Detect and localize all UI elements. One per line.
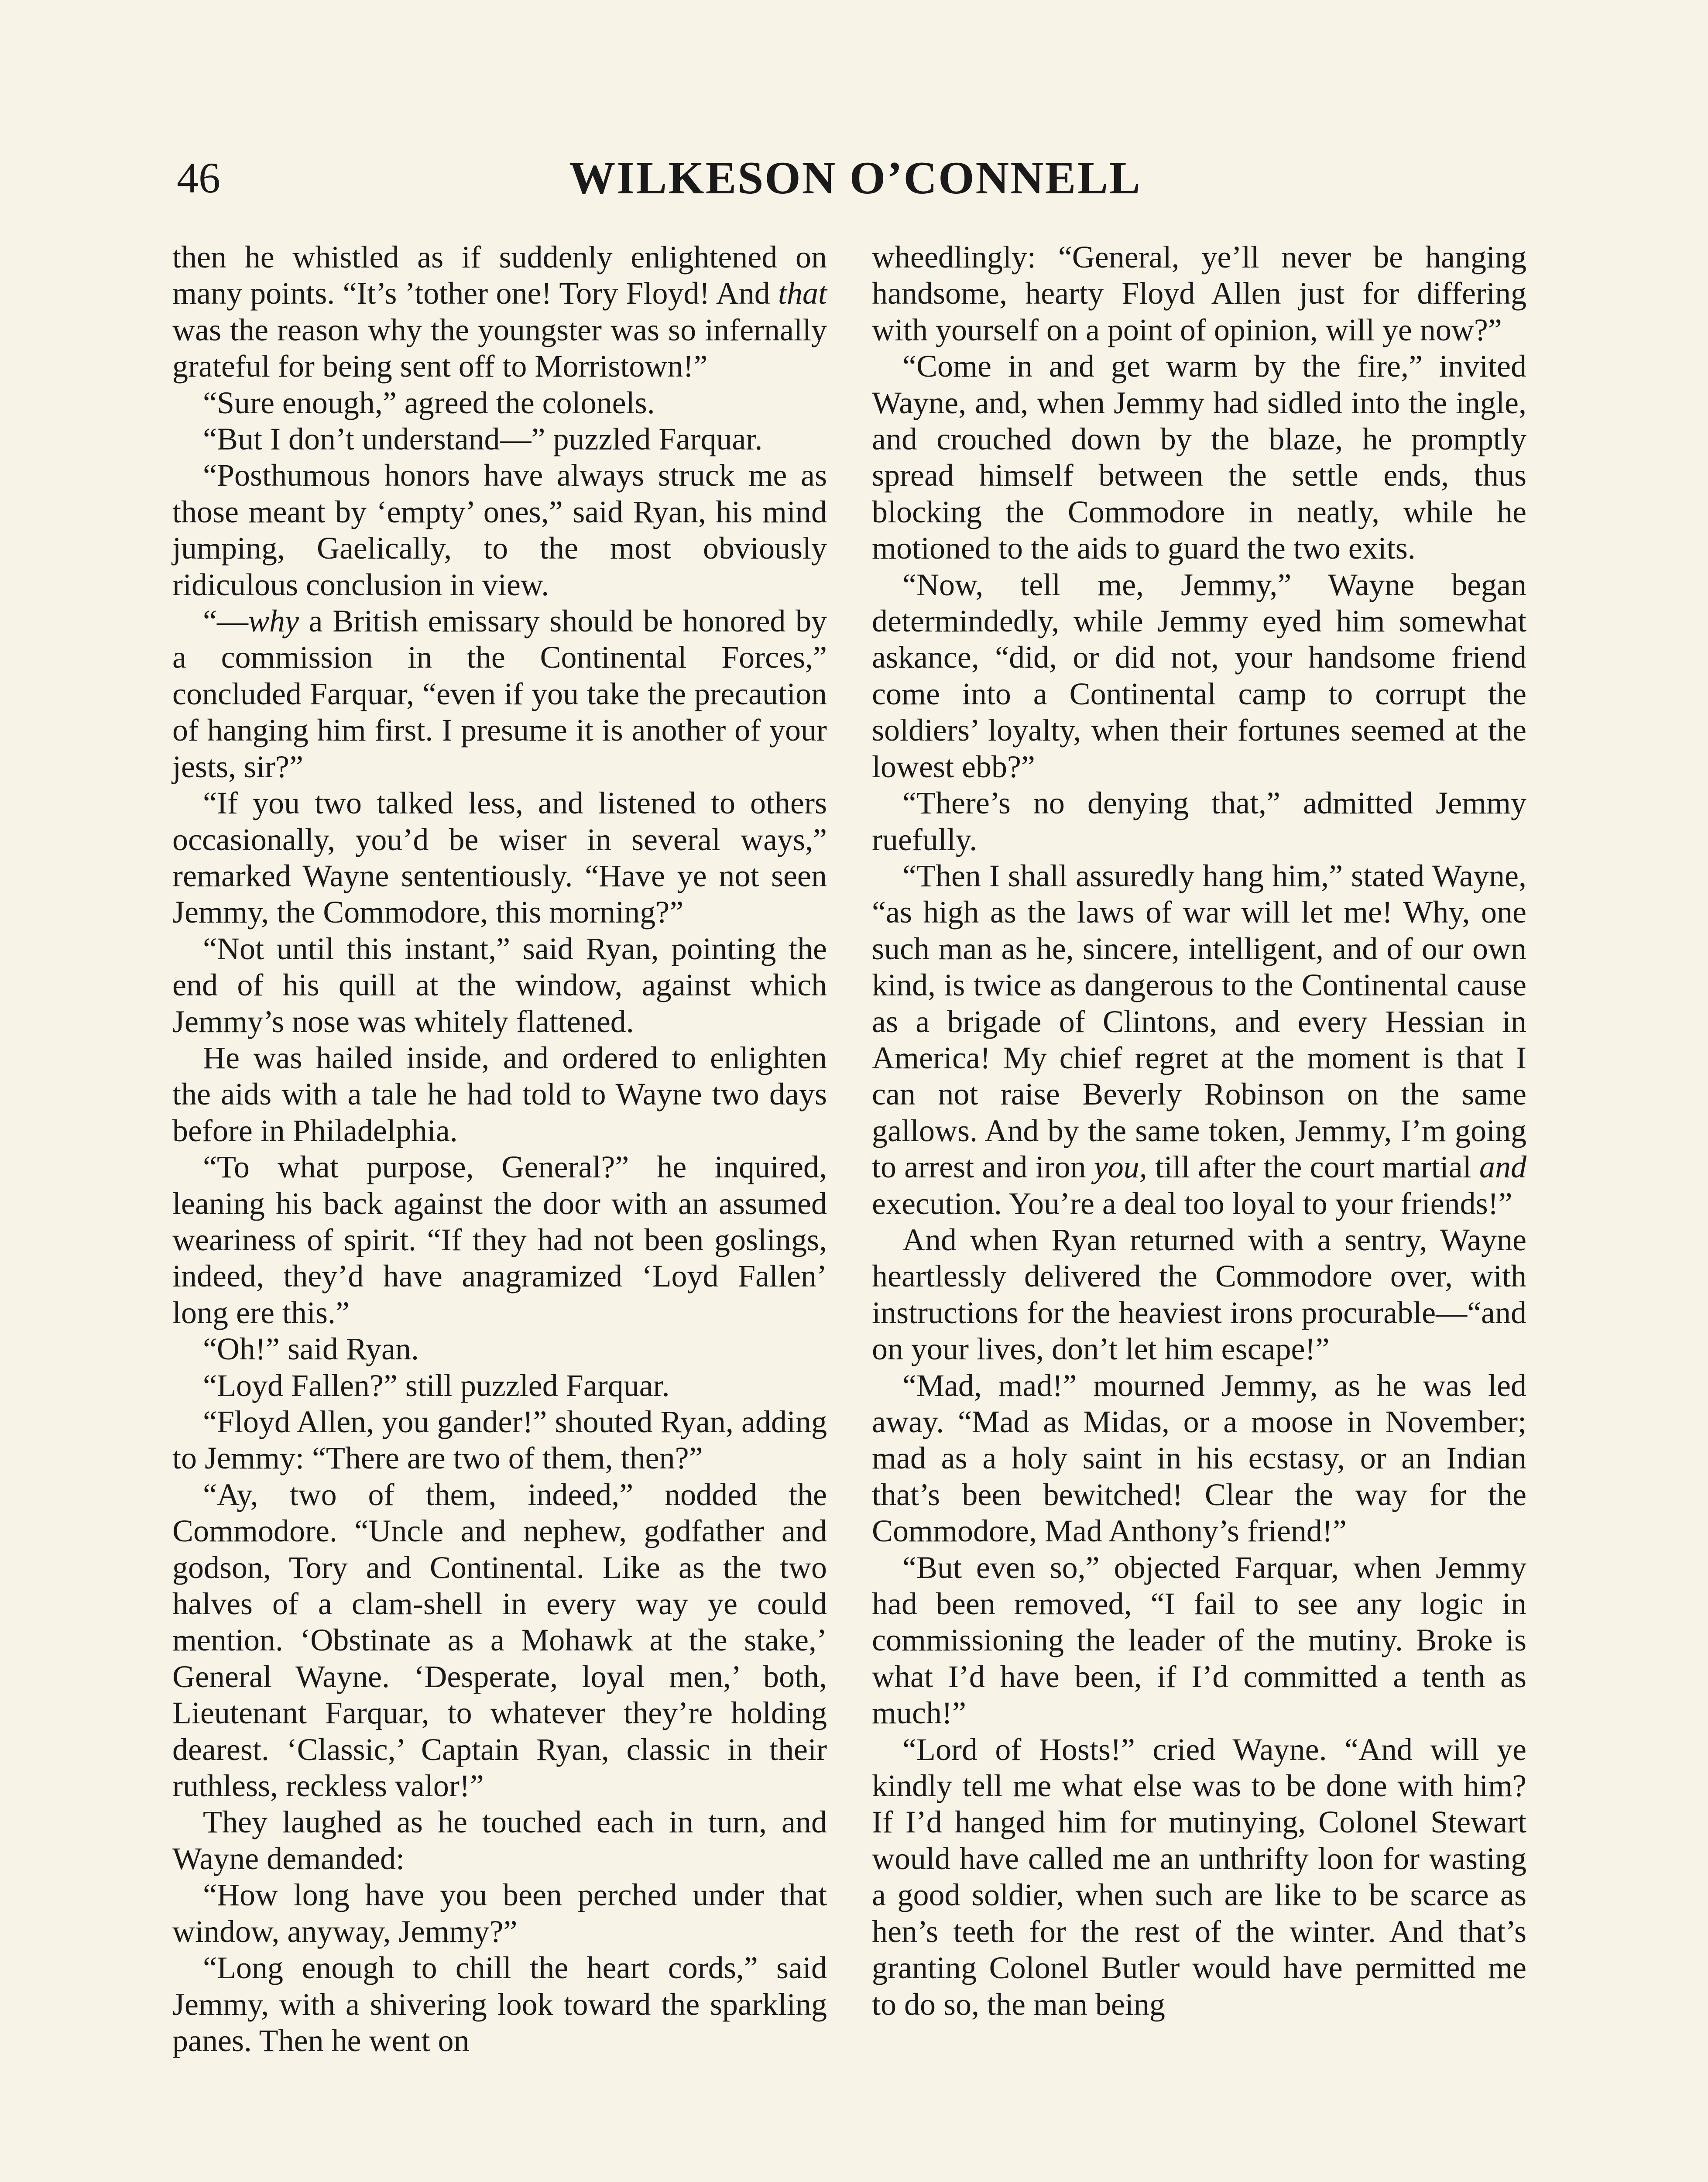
paragraph — [172, 421, 827, 457]
paragraph-text: “Floyd Allen, you gander!” shouted Ryan, adding to Jemmy: “There are two of them, then?” — [172, 1404, 827, 1476]
page-header — [177, 148, 1534, 209]
paragraph — [172, 1404, 827, 1477]
paragraph-text: wheedlingly: “General, ye’ll never be hanging handsome, hearty Floyd Allen just for differing with yourself on a point of opinion, will ye now?” — [872, 240, 1526, 347]
emphasis-text: you, — [1094, 1149, 1147, 1185]
paragraph-text: “Posthumous honors have always struck me as those meant by ‘empty’ ones,” said Ryan, his mind jumping, Gaelically, to the most obviously ridiculous conclusion in view. — [172, 458, 827, 602]
paragraph-text: He was hailed inside, and ordered to enlighten the aids with a tale he had told to Wayne two days before in Philadelphia. — [172, 1040, 827, 1148]
paragraph — [872, 567, 1526, 785]
right-text-column — [872, 239, 1526, 2023]
paragraph — [172, 239, 827, 385]
paragraph-text: then he whistled as if suddenly enlightened on many points. “It’s ’tother one! Tory Floyd! And — [172, 240, 827, 311]
paragraph — [872, 348, 1526, 566]
paragraph-text: “Then I shall assuredly hang him,” stated Wayne, “as high as the laws of war will let me! Why, one such man as he, sincere, intelligent, and of our own kind, is twice as dangerous to the Continental cause as a brigade of Clintons, and every Hessian in America! My chief regret at the moment is that I can not raise Beverly Robinson on the same gallows. And by the same token, Jemmy, I’m going to arrest and iron — [872, 858, 1526, 1185]
paragraph — [172, 1040, 827, 1149]
emphasis-text: and — [1479, 1149, 1526, 1185]
paragraph-text: “There’s no denying that,” admitted Jemmy ruefully. — [872, 786, 1526, 857]
paragraph-text: till after the court martial — [1147, 1149, 1479, 1185]
paragraph — [172, 785, 827, 931]
paragraph — [172, 1368, 827, 1404]
paragraph — [872, 858, 1526, 1222]
paragraph-text: They laughed as he touched each in turn, and Wayne demanded: — [172, 1805, 827, 1876]
paragraph-text: “How long have you been perched under that window, anyway, Jemmy?” — [172, 1877, 827, 1949]
paragraph — [872, 239, 1526, 348]
paragraph — [872, 1368, 1526, 1550]
running-title: WILKESON O’CONNELL — [569, 152, 1142, 203]
paragraph — [172, 931, 827, 1040]
paragraph — [172, 457, 827, 603]
paragraph — [172, 1804, 827, 1877]
left-text-column — [172, 239, 827, 2059]
paragraph-text: “If you two talked less, and listened to others occasionally, you’d be wiser in several ways,” remarked Wayne sententiously. “Have ye not seen Jemmy, the Commodore, this morning?” — [172, 786, 827, 930]
paragraph — [172, 1950, 827, 2059]
paragraph — [872, 785, 1526, 858]
emphasis-text: why — [248, 604, 299, 639]
paragraph-text: “Loyd Fallen?” still puzzled Farquar. — [203, 1368, 670, 1403]
paragraph — [172, 1331, 827, 1367]
paragraph-text: “Come in and get warm by the fire,” invited Wayne, and, when Jemmy had sidled into the ingle, and crouched down by the blaze, he promptly spread himself between the settle ends, thus blocking the Commodore in neatly, while he motioned to the aids to guard the two exits. — [872, 349, 1526, 566]
paragraph-text: “Ay, two of them, indeed,” nodded the Commodore. “Uncle and nephew, godfather and godson, Tory and Continental. Like as the two halves of a clam-shell in every way ye could mention. ‘Obstinate as a Mohawk at the stake,’ General Wayne. ‘Desperate, loyal men,’ both, Lieutenant Farquar, to whatever they’re holding dearest. ‘Classic,’ Captain Ryan, classic in their ruthless, reckless valor!” — [172, 1477, 827, 1804]
paragraph-text: execution. You’re a deal too loyal to your friends!” — [872, 1186, 1513, 1221]
paragraph-text: “Oh!” said Ryan. — [203, 1331, 419, 1367]
paragraph — [172, 603, 827, 785]
paragraph — [172, 1149, 827, 1331]
paragraph-text: a British emissary should be honored by a commission in the Continental Forces,” concluded Farquar, “even if you take the precaution of hanging him first. I presume it is another of your jests, sir?” — [172, 604, 827, 784]
paragraph — [872, 1550, 1526, 1732]
paragraph-text: “Now, tell me, Jemmy,” Wayne began determindedly, while Jemmy eyed him somewhat askance, “did, or did not, your handsome friend come into a Continental camp to corrupt the soldiers’ loyalty, when their fortunes seemed at the lowest ebb?” — [872, 567, 1526, 784]
page-number: 46 — [177, 154, 220, 202]
paragraph-text: “To what purpose, General?” he inquired, leaning his back against the door with an assumed weariness of spirit. “If they had not been goslings, indeed, they’d have anagramized ‘Loyd Fallen’ long ere this.” — [172, 1149, 827, 1330]
paragraph-text: “Mad, mad!” mourned Jemmy, as he was led away. “Mad as Midas, or a moose in November; mad as a holy saint in his ecstasy, or an Indian that’s been bewitched! Clear the way for the Commodore, Mad Anthony’s friend!” — [872, 1368, 1526, 1549]
paragraph-text: “Long enough to chill the heart cords,” said Jemmy, with a shivering look toward the sparkling panes. Then he went on — [172, 1950, 827, 2058]
paragraph-text: And when Ryan returned with a sentry, Wayne heartlessly delivered the Commodore over, with instructions for the heaviest irons procurable—“and on your lives, don’t let him escape!” — [872, 1222, 1526, 1367]
paragraph — [172, 1477, 827, 1805]
paragraph-text: was the reason why the youngster was so infernally grateful for being sent off to Morristown!” — [172, 312, 827, 384]
paragraph — [172, 385, 827, 421]
paragraph — [172, 1877, 827, 1950]
paragraph-text: “Not until this instant,” said Ryan, pointing the end of his quill at the window, against which Jemmy’s nose was whitely flattened. — [172, 931, 827, 1039]
paragraph-text: “But even so,” objected Farquar, when Jemmy had been removed, “I fail to see any logic in commissioning the leader of the mutiny. Broke is what I’d have been, if I’d committed a tenth as much!” — [872, 1550, 1526, 1731]
paragraph — [872, 1222, 1526, 1368]
paragraph-text: “— — [203, 604, 248, 639]
emphasis-text: that — [778, 276, 827, 311]
paragraph — [872, 1732, 1526, 2023]
paragraph-text: “But I don’t understand—” puzzled Farquar. — [203, 422, 763, 457]
paragraph-text: “Lord of Hosts!” cried Wayne. “And will ye kindly tell me what else was to be done with him? If I’d hanged him for mutinying, Colonel Stewart would have called me an unthrifty loon for wasting a good soldier, when such are like to be scarce as hen’s teeth for the rest of the winter. And that’s granting Colonel Butler would have permitted me to do so, the man being — [872, 1732, 1526, 2022]
paragraph-text: “Sure enough,” agreed the colonels. — [203, 385, 655, 420]
